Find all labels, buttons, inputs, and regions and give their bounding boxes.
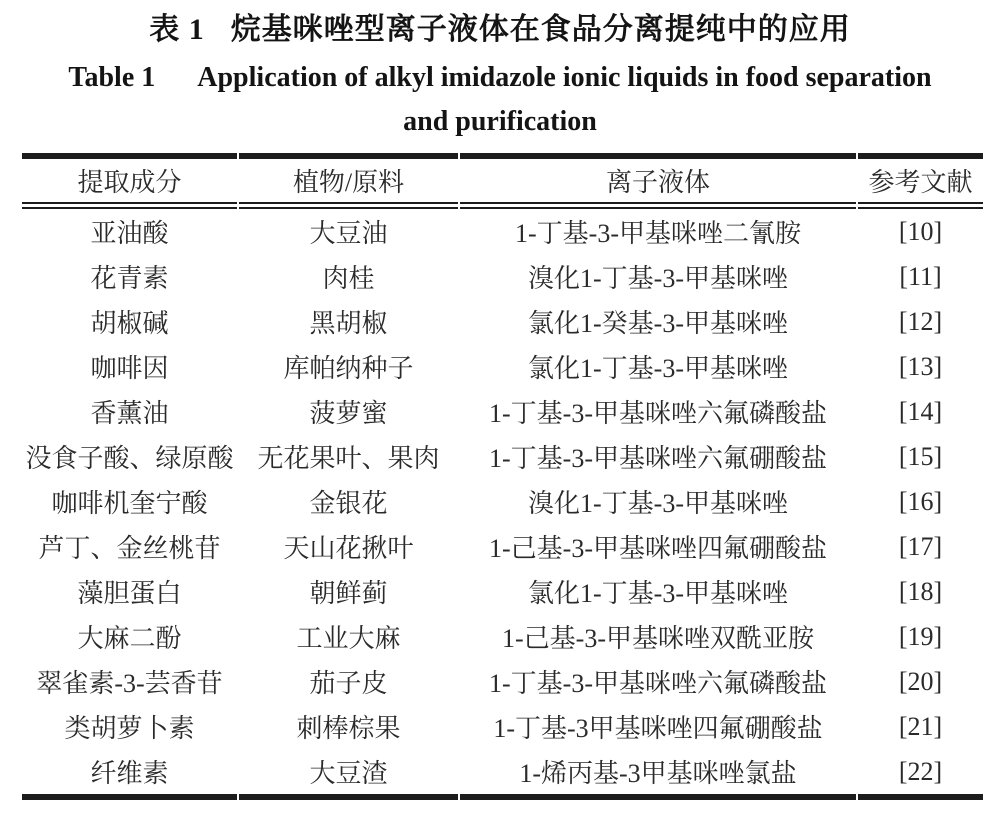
- cell-ionic-liquid: 1-丁基-3甲基咪唑四氟硼酸盐: [493, 714, 823, 743]
- cell-extract: 亚油酸: [90, 219, 169, 248]
- cell-ionic-liquid: 1-烯丙基-3甲基咪唑氯盐: [460, 749, 856, 800]
- cell-source: 朝鲜蓟: [309, 579, 388, 608]
- cell-reference: [16]: [898, 486, 943, 516]
- cell-source: 工业大麻: [296, 624, 401, 653]
- table-row: [22, 749, 983, 800]
- table-row: [22, 299, 983, 344]
- cell-reference: [17]: [898, 531, 943, 561]
- table-row: [22, 704, 983, 749]
- table-caption-en-line1: [0, 60, 1000, 96]
- table-row: [22, 344, 983, 389]
- cell-extract: 类胡萝卜素: [64, 714, 195, 743]
- header-row: [22, 153, 983, 209]
- cell-source: 天山花揪叶: [283, 534, 414, 563]
- table-row: [22, 479, 983, 524]
- cell-extract: 芦丁、金丝桃苷: [38, 534, 221, 563]
- cell-ionic-liquid: 1-己基-3-甲基咪唑双酰亚胺: [502, 624, 814, 653]
- cell-extract: 纤维素: [22, 749, 237, 800]
- table-caption-en-line2: and purification: [403, 106, 597, 137]
- header-plant-material: 植物/原料: [239, 153, 458, 209]
- cell-reference: [11]: [899, 261, 942, 291]
- cell-ionic-liquid: 氯化1-丁基-3-甲基咪唑: [528, 579, 788, 608]
- cell-extract: 没食子酸、绿原酸: [25, 444, 234, 473]
- cell-reference: [14]: [898, 396, 943, 426]
- cell-source: 无花果叶、果肉: [257, 444, 440, 473]
- cell-reference: [19]: [898, 621, 943, 651]
- cell-reference: [15]: [898, 441, 943, 471]
- cell-ionic-liquid: 1-己基-3-甲基咪唑四氟硼酸盐: [489, 534, 827, 563]
- cell-source: 库帕纳种子: [283, 354, 414, 383]
- caption-en-text: Application of alkyl imidazole ionic liquids in food separation: [197, 62, 932, 93]
- table-row: [22, 614, 983, 659]
- table-row: [22, 524, 983, 569]
- cell-extract: 花青素: [90, 264, 169, 293]
- cell-source: 大豆渣: [239, 749, 458, 800]
- cell-reference: [13]: [898, 351, 943, 381]
- table-row: [22, 209, 983, 254]
- cell-reference: [20]: [898, 666, 943, 696]
- cell-extract: 胡椒碱: [90, 309, 169, 338]
- cell-ionic-liquid: 溴化1-丁基-3-甲基咪唑: [528, 264, 788, 293]
- cell-ionic-liquid: 氯化1-癸基-3-甲基咪唑: [528, 309, 788, 338]
- cell-reference: [10]: [898, 216, 943, 246]
- table-row: [22, 254, 983, 299]
- cell-reference: [22]: [858, 749, 983, 800]
- header-ionic-liquid: 离子液体: [460, 153, 856, 209]
- cell-source: 金银花: [309, 489, 388, 518]
- cell-source: 肉桂: [322, 264, 375, 293]
- cell-extract: 咖啡机奎宁酸: [51, 489, 208, 518]
- cell-extract: 翠雀素-3-芸香苷: [36, 669, 223, 698]
- table-row: [22, 659, 983, 704]
- cell-reference: [12]: [898, 306, 943, 336]
- cell-extract: 藻胆蛋白: [77, 579, 182, 608]
- cell-ionic-liquid: 1-丁基-3-甲基咪唑二氰胺: [515, 219, 801, 248]
- cell-source: 茄子皮: [309, 669, 388, 698]
- cell-ionic-liquid: 1-丁基-3-甲基咪唑六氟硼酸盐: [489, 444, 827, 473]
- cell-source: 刺棒棕果: [296, 714, 401, 743]
- cell-extract: 大麻二酚: [77, 624, 182, 653]
- cell-extract: 咖啡因: [90, 354, 169, 383]
- cell-ionic-liquid: 1-丁基-3-甲基咪唑六氟磷酸盐: [489, 669, 827, 698]
- cell-ionic-liquid: 氯化1-丁基-3-甲基咪唑: [528, 354, 788, 383]
- header-extract-component: 提取成分: [22, 153, 237, 209]
- cell-source: 菠萝蜜: [309, 399, 388, 428]
- cell-source: 大豆油: [309, 219, 388, 248]
- table-row: [22, 434, 983, 479]
- caption-en-label: Table 1: [68, 62, 156, 93]
- caption-zh-text: 烷基咪唑型离子液体在食品分离提纯中的应用: [230, 13, 851, 46]
- cell-source: 黑胡椒: [309, 309, 388, 338]
- table-caption-zh: [0, 0, 1000, 50]
- table-row: [22, 389, 983, 434]
- table-row: [22, 569, 983, 614]
- header-references: 参考文献: [858, 153, 983, 209]
- cell-extract: 香薰油: [90, 399, 169, 428]
- cell-reference: [21]: [898, 711, 943, 741]
- caption-zh-label: 表 1: [149, 13, 205, 46]
- cell-ionic-liquid: 1-丁基-3-甲基咪唑六氟磷酸盐: [489, 399, 827, 428]
- cell-ionic-liquid: 溴化1-丁基-3-甲基咪唑: [528, 489, 788, 518]
- application-table: [20, 153, 985, 800]
- cell-reference: [18]: [898, 576, 943, 606]
